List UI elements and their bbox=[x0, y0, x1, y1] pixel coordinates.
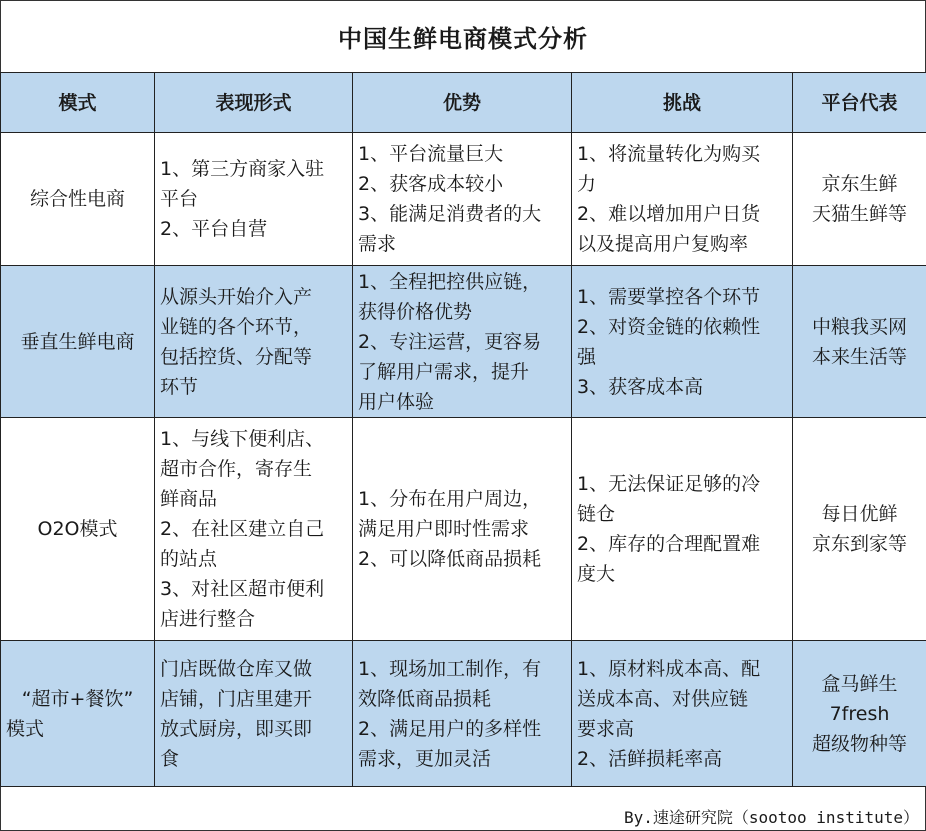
header-challenges: 挑战 bbox=[572, 73, 793, 133]
page-title: 中国生鲜电商模式分析 bbox=[0, 0, 926, 72]
form-line: 1、与线下便利店、 bbox=[160, 428, 325, 450]
form-line: 2、平台自营 bbox=[160, 218, 268, 240]
advantages-cell bbox=[353, 418, 572, 641]
analysis-table bbox=[0, 72, 926, 787]
challenges-cell bbox=[572, 266, 793, 418]
mode-name: 综合性电商 bbox=[29, 188, 125, 210]
mode-name: “超市+餐饮” bbox=[21, 687, 134, 710]
challenge-line: 1、需要掌控各个环节 bbox=[577, 285, 761, 308]
form-line: 店进行整合 bbox=[160, 608, 256, 630]
platforms-cell bbox=[793, 133, 926, 266]
advantage-line: 用户体验 bbox=[358, 390, 435, 413]
header-platforms: 平台代表 bbox=[793, 73, 926, 133]
advantage-line: 了解用户需求，提升 bbox=[358, 360, 530, 383]
challenges-cell bbox=[572, 133, 793, 266]
header-mode: 模式 bbox=[1, 73, 155, 133]
form-line: 放式厨房，即买即 bbox=[160, 717, 313, 740]
source-footer bbox=[0, 787, 926, 831]
advantage-line: 2、获客成本较小 bbox=[358, 173, 504, 195]
challenge-line: 链仓 bbox=[577, 503, 616, 525]
mode-cell bbox=[1, 641, 155, 787]
advantage-line: 需求 bbox=[358, 233, 397, 255]
platform-line: 京东生鲜 bbox=[821, 173, 898, 195]
platform-line: 本来生活等 bbox=[811, 345, 907, 368]
platform-line: 盒马鲜生 bbox=[821, 672, 898, 695]
challenges-cell bbox=[572, 418, 793, 641]
mode-cell bbox=[1, 133, 155, 266]
challenge-line: 度大 bbox=[577, 563, 616, 585]
mode-cell bbox=[1, 266, 155, 418]
advantage-line: 需求，更加灵活 bbox=[358, 747, 492, 770]
platform-line: 京东到家等 bbox=[811, 533, 907, 555]
advantages-cell bbox=[353, 641, 572, 787]
advantage-line: 2、满足用户的多样性 bbox=[358, 717, 542, 740]
mode-name-line2: 模式 bbox=[6, 717, 45, 740]
form-line: 环节 bbox=[160, 375, 199, 398]
mode-cell bbox=[1, 418, 155, 641]
table-row bbox=[1, 641, 926, 787]
platforms-cell bbox=[793, 641, 926, 787]
form-line: 鲜商品 bbox=[160, 488, 218, 510]
advantages-cell bbox=[353, 266, 572, 418]
header-row bbox=[1, 73, 926, 133]
header-advantages: 优势 bbox=[353, 73, 572, 133]
challenge-line: 2、对资金链的依赖性 bbox=[577, 315, 761, 338]
challenge-line: 送成本高、对供应链 bbox=[577, 687, 749, 710]
form-line: 从源头开始介入产 bbox=[160, 285, 313, 308]
form-cell bbox=[155, 641, 353, 787]
form-cell bbox=[155, 133, 353, 266]
challenge-line: 2、活鲜损耗率高 bbox=[577, 747, 723, 770]
advantage-line: 2、专注运营，更容易 bbox=[358, 330, 542, 353]
mode-name: O2O模式 bbox=[37, 518, 118, 540]
form-line: 门店既做仓库又做 bbox=[160, 657, 313, 680]
table-row bbox=[1, 133, 926, 266]
mode-name: 垂直生鲜电商 bbox=[20, 330, 135, 353]
form-cell bbox=[155, 266, 353, 418]
form-line: 2、在社区建立自己 bbox=[160, 518, 325, 540]
form-line: 3、对社区超市便利 bbox=[160, 578, 325, 600]
challenge-line: 2、库存的合理配置难 bbox=[577, 533, 761, 555]
advantage-line: 1、分布在用户周边， bbox=[358, 488, 542, 510]
challenges-cell bbox=[572, 641, 793, 787]
form-line: 业链的各个环节， bbox=[160, 315, 313, 338]
advantage-line: 1、现场加工制作，有 bbox=[358, 657, 542, 680]
challenge-line: 要求高 bbox=[577, 717, 635, 740]
advantages-cell bbox=[353, 133, 572, 266]
advantage-line: 满足用户即时性需求 bbox=[358, 518, 530, 540]
advantage-line: 获得价格优势 bbox=[358, 300, 473, 323]
form-line: 的站点 bbox=[160, 548, 218, 570]
challenge-line: 1、将流量转化为购买 bbox=[577, 143, 761, 165]
challenge-line: 3、获客成本高 bbox=[577, 375, 704, 398]
advantage-line: 3、能满足消费者的大 bbox=[358, 203, 542, 225]
platform-line: 超级物种等 bbox=[811, 732, 907, 755]
table-row bbox=[1, 418, 926, 641]
header-form: 表现形式 bbox=[155, 73, 353, 133]
advantage-line: 1、全程把控供应链， bbox=[358, 270, 542, 293]
advantage-line: 2、可以降低商品损耗 bbox=[358, 548, 542, 570]
platform-line: 7fresh bbox=[829, 702, 890, 725]
form-line: 平台 bbox=[160, 188, 199, 210]
challenge-line: 以及提高用户复购率 bbox=[577, 233, 749, 255]
advantage-line: 1、平台流量巨大 bbox=[358, 143, 504, 165]
form-line: 1、第三方商家入驻 bbox=[160, 158, 325, 180]
challenge-line: 强 bbox=[577, 345, 597, 368]
form-line: 包括控货、分配等 bbox=[160, 345, 313, 368]
platform-line: 中粮我买网 bbox=[811, 315, 907, 338]
form-line: 店铺，门店里建开 bbox=[160, 687, 313, 710]
platform-line: 天猫生鲜等 bbox=[811, 203, 907, 225]
table-row bbox=[1, 266, 926, 418]
challenge-line: 1、无法保证足够的冷 bbox=[577, 473, 761, 495]
challenge-line: 力 bbox=[577, 173, 597, 195]
form-line: 超市合作，寄存生 bbox=[160, 458, 313, 480]
challenge-line: 2、难以增加用户日货 bbox=[577, 203, 761, 225]
platform-line: 每日优鲜 bbox=[821, 503, 898, 525]
advantage-line: 效降低商品损耗 bbox=[358, 687, 492, 710]
form-cell bbox=[155, 418, 353, 641]
challenge-line: 1、原材料成本高、配 bbox=[577, 657, 761, 680]
platforms-cell bbox=[793, 266, 926, 418]
platforms-cell bbox=[793, 418, 926, 641]
form-line: 食 bbox=[160, 747, 180, 770]
source-credit: By.速途研究院（sootoo institute） bbox=[623, 808, 919, 827]
